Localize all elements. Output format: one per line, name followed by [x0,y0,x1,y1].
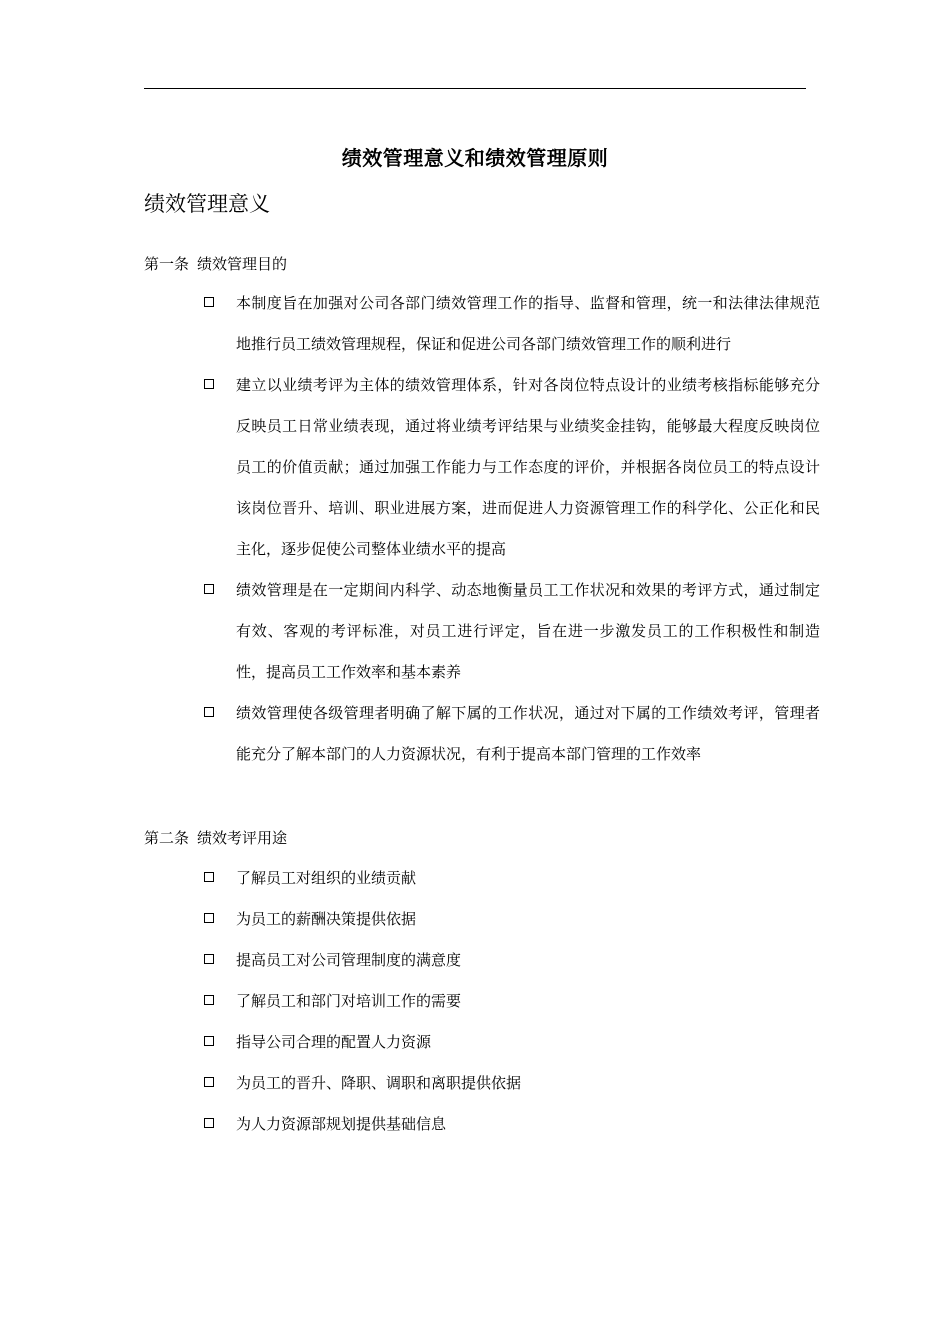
article-2-heading [144,827,287,849]
list-item [200,1063,820,1104]
list-item-text: 建立以业绩考评为主体的绩效管理体系，针对各岗位特点设计的业绩考核指标能够充分反映员工日常业绩表现，通过将业绩考评结果与业绩奖金挂钩，能够最大程度反映岗位员工的价值贡献；通过加强工作能力与工作态度的评价，并根据各岗位员工的特点设计该岗位晋升、培训、职业进展方案，进而促进人力资源管理工作的科学化、公正化和民主化，逐步促使公司整体业绩水平的提高 [236,376,820,558]
article-number: 第二条 [144,829,190,847]
list-item [200,1022,820,1063]
list-item [200,365,820,570]
list-item [200,858,820,899]
checkbox-icon [204,1118,214,1128]
list-item-text: 为人力资源部规划提供基础信息 [236,1115,447,1133]
checkbox-icon [204,707,214,717]
article-1-heading [144,253,287,275]
list-item [200,693,820,775]
header-rule [144,88,806,89]
list-item-text: 了解员工对组织的业绩贡献 [236,869,417,887]
list-item-text: 指导公司合理的配置人力资源 [236,1033,432,1051]
article-number: 第一条 [144,255,190,273]
list-item-text: 绩效管理使各级管理者明确了解下属的工作状况，通过对下属的工作绩效考评，管理者能充分了解本部门的人力资源状况，有利于提高本部门管理的工作效率 [236,704,820,763]
list-item-text: 提高员工对公司管理制度的满意度 [236,951,462,969]
list-item [200,283,820,365]
article-title: 绩效管理目的 [197,255,288,273]
checkbox-icon [204,1077,214,1087]
article-1-list [200,283,820,775]
checkbox-icon [204,1036,214,1046]
list-item [200,1104,820,1145]
article-title: 绩效考评用途 [197,829,288,847]
list-item [200,570,820,693]
list-item [200,899,820,940]
checkbox-icon [204,954,214,964]
list-item-text: 为员工的晋升、降职、调职和离职提供依据 [236,1074,522,1092]
checkbox-icon [204,872,214,882]
section-heading: 绩效管理意义 [144,192,270,216]
list-item [200,981,820,1022]
checkbox-icon [204,379,214,389]
article-2-list [200,858,820,1145]
list-item [200,940,820,981]
checkbox-icon [204,584,214,594]
document-title: 绩效管理意义和绩效管理原则 [341,146,609,170]
checkbox-icon [204,297,214,307]
checkbox-icon [204,913,214,923]
list-item-text: 为员工的薪酬决策提供依据 [236,910,417,928]
checkbox-icon [204,995,214,1005]
list-item-text: 了解员工和部门对培训工作的需要 [236,992,462,1010]
list-item-text: 绩效管理是在一定期间内科学、动态地衡量员工工作状况和效果的考评方式，通过制定有效、客观的考评标准，对员工进行评定，旨在进一步激发员工的工作积极性和制造性，提高员工工作效率和基本素养 [236,581,820,681]
list-item-text: 本制度旨在加强对公司各部门绩效管理工作的指导、监督和管理，统一和法律法律规范地推行员工绩效管理规程，保证和促进公司各部门绩效管理工作的顺利进行 [236,294,820,353]
